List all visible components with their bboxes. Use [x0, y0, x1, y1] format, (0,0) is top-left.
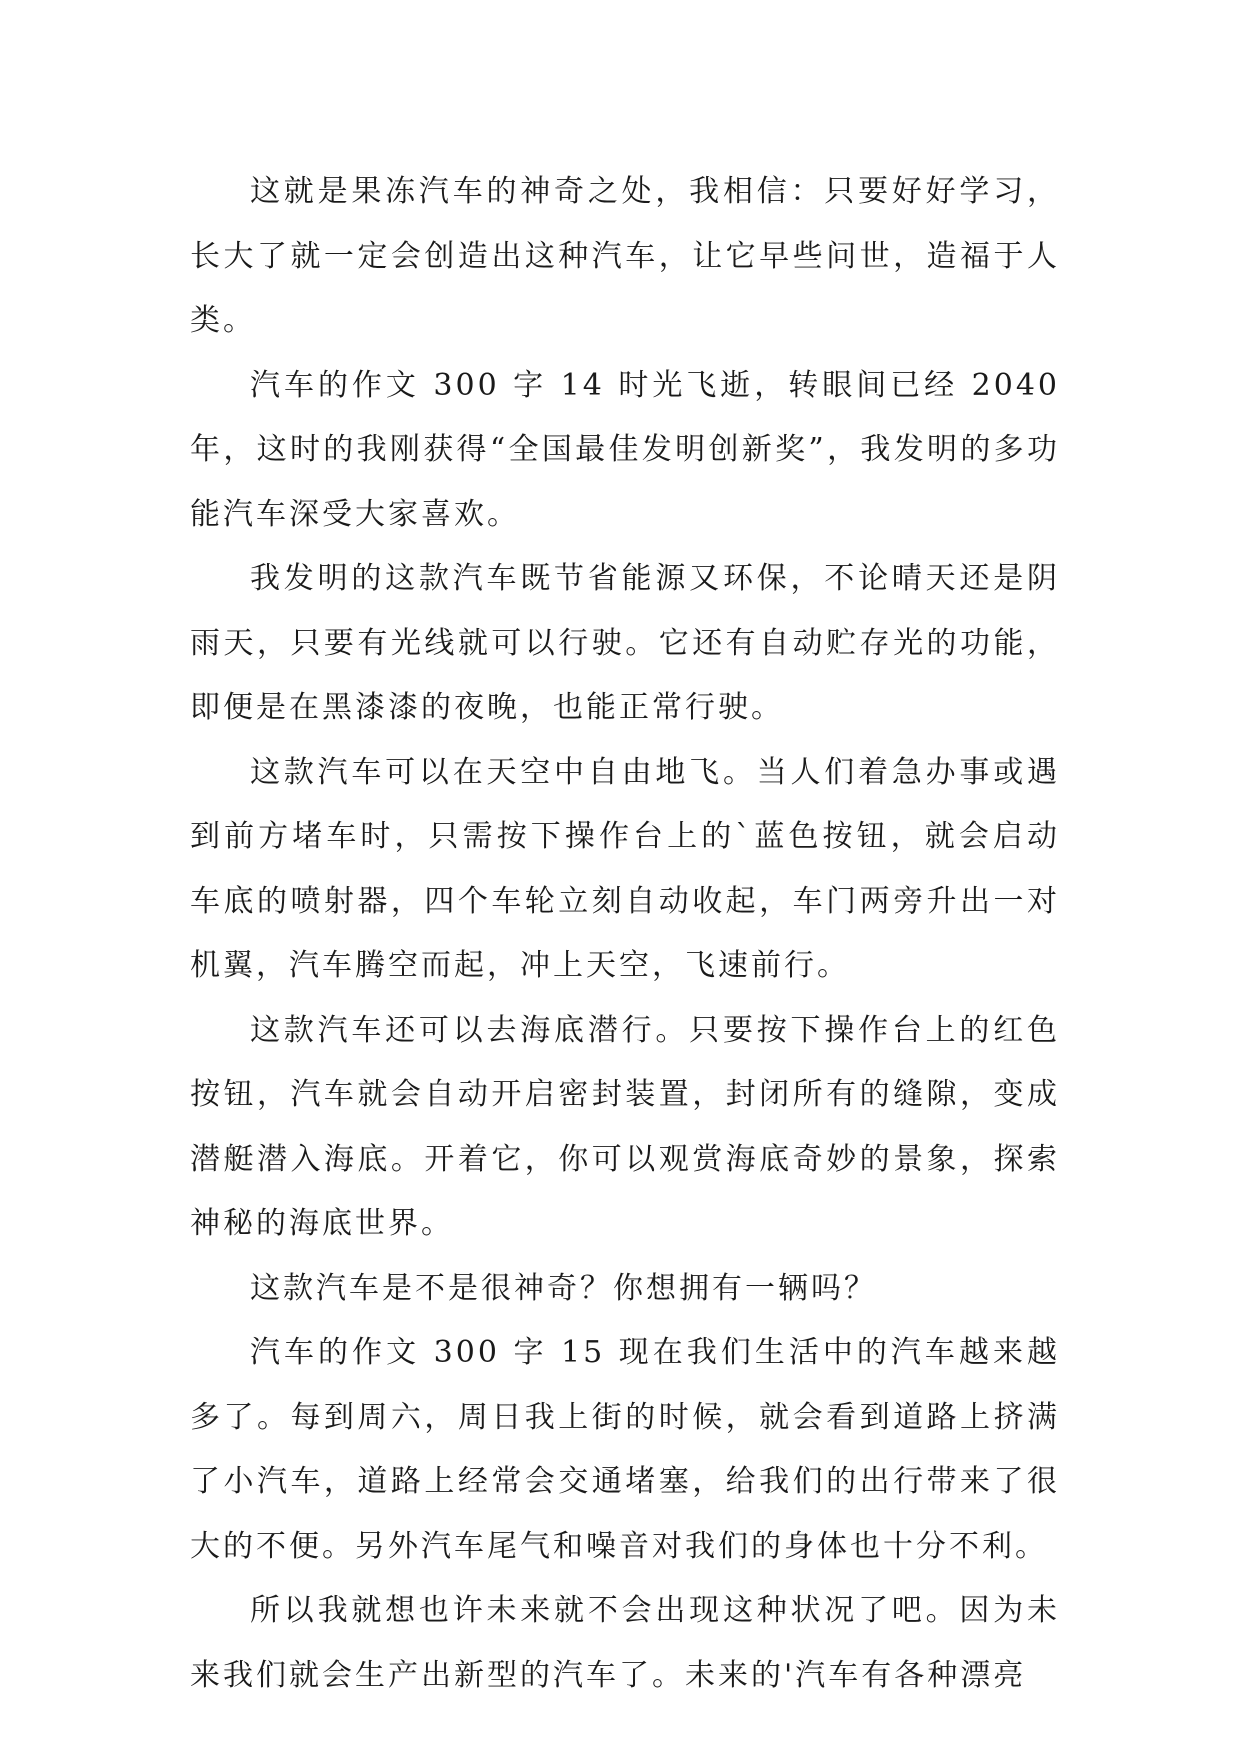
- paragraph-essay-14-intro: 汽车的作文 300 字 14 时光飞逝，转眼间已经 2040 年，这时的我刚获得“全国最佳发明创新奖”，我发明的多功能汽车深受大家喜欢。: [190, 367, 1060, 532]
- paragraph-essay-15-intro: 汽车的作文 300 字 15 现在我们生活中的汽车越来越多了。每到周六，周日我上街的时候，就会看到道路上挤满了小汽车，道路上经常会交通堵塞，给我们的出行带来了很大的不便。另外汽车尾气和噪音对我们的身体也十分不利。: [190, 1335, 1060, 1564]
- document-body: [190, 160, 1060, 1708]
- paragraph-submarine-mode: 这款汽车还可以去海底潜行。只要按下操作台上的红色按钮，汽车就会自动开启密封装置，封闭所有的缝隙，变成潜艇潜入海底。开着它，你可以观赏海底奇妙的景象，探索神秘的海底世界。: [190, 1012, 1060, 1241]
- paragraph-jelly-car-conclusion: 这就是果冻汽车的神奇之处，我相信：只要好好学习，长大了就一定会创造出这种汽车，让它早些问世，造福于人类。: [190, 174, 1060, 338]
- paragraph-flying-mode: 这款汽车可以在天空中自由地飞。当人们着急办事或遇到前方堵车时，只需按下操作台上的`蓝色按钮，就会启动车底的喷射器，四个车轮立刻自动收起，车门两旁升出一对机翼，汽车腾空而起，冲上天空，飞速前行。: [190, 754, 1060, 983]
- paragraph-closing-question: 这款汽车是不是很神奇？你想拥有一辆吗？: [250, 1270, 877, 1306]
- paragraph-future-cars: 所以我就想也许未来就不会出现这种状况了吧。因为未来我们就会生产出新型的汽车了。未来的'汽车有各种漂亮: [190, 1593, 1060, 1693]
- paragraph-solar-power: 我发明的这款汽车既节省能源又环保，不论晴天还是阴雨天，只要有光线就可以行驶。它还有自动贮存光的功能，即便是在黑漆漆的夜晚，也能正常行驶。: [190, 561, 1060, 725]
